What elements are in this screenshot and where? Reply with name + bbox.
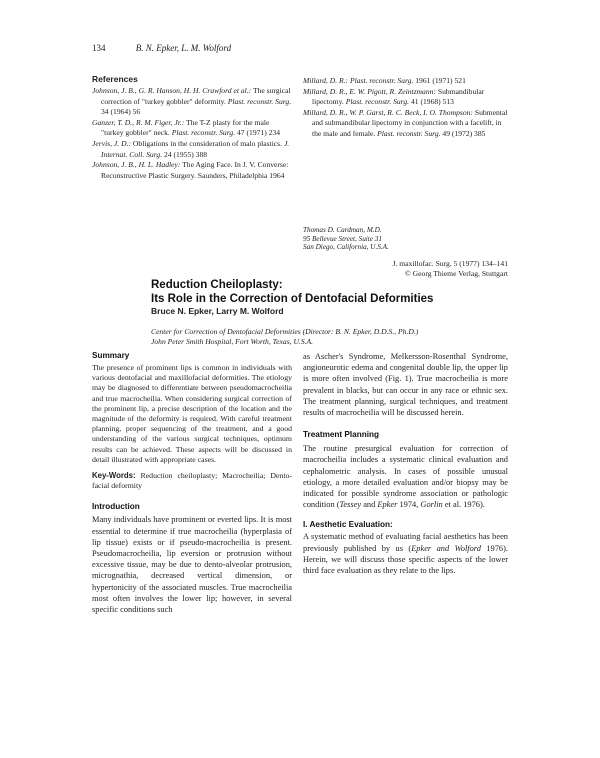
reference-journal: Plast. reconstr. Surg. xyxy=(171,128,236,138)
running-head xyxy=(92,43,231,53)
reference-journal: Plast. reconstr. Surg. xyxy=(349,76,414,85)
reference-title: The Aging Face. In J. V. Converse: Reconstructive Plastic Surgery. Saunders, Philadelphia 1964 xyxy=(101,160,289,180)
title-line-2: Its Role in the Correction of Dentofacial Deformities xyxy=(151,293,434,305)
running-head-authors: B. N. Epker, L. M. Wolford xyxy=(135,43,232,53)
aesthetic-evaluation-text xyxy=(303,531,508,576)
keywords-text: Reduction cheiloplasty; Macrocheilia; Dento-facial deformity xyxy=(92,471,292,491)
reference-cite: 47 (1971) 234 xyxy=(237,128,281,138)
summary-text: The presence of prominent lips is common in individuals with various dentofacial and maxillofacial deformities. The etiology may be diagnosed to differentiate between pseudomacrocheilia and true macrocheilia. When considering surgical correction of the prominent lip, a precise description of the location and the magnitude of the deformity is required. With careful treatment planning, proper sequencing of the treatment, and a good understanding of the various surgical techniques, optimum results can be achieved. These aspects will be discussed in detail illustrated with appropriate cases. xyxy=(92,363,292,464)
reference-cite: 34 (1964) 56 xyxy=(101,107,141,117)
article-authors: Bruce N. Epker, Larry M. Wolford xyxy=(151,306,284,316)
reference-author: Millard, D. R.: xyxy=(303,76,349,85)
introduction-heading: Introduction xyxy=(92,502,140,512)
keywords-label: Key-Words: xyxy=(92,471,136,481)
continuation-text: as Ascher's Syndrome, Melkersson-Rosenthal Syndrome, angioneurotic edema and congenital double lip, the upper lip is more often involved (Fig. 1). True macrocheilia is more prevalent in blacks, but can occur in any race or ethnic sex. The treatment planning, surgical techniques, and treatment results of macrocheilia will be discussed herein. xyxy=(303,352,508,418)
references-left-column xyxy=(92,86,292,181)
reference-entry xyxy=(92,86,292,118)
introduction-text: Many individuals have prominent or everted lips. It is most essential to determine if true macrocheilia (hyperplasia of lip tissue) exists or if pseudo-macrocheilia is present. Pseudomacrocheilia, lip eversion or protrusion without excessive tissue, may be due to dento-alveolar protrusion, micrognathia, decreased vertical dimension, or hypertonicity of the associated muscles. True macrocheilia most often involves the lower lip; however, in several specific conditions such xyxy=(92,515,292,615)
treatment-planning-text xyxy=(303,443,508,510)
reference-entry xyxy=(92,118,292,139)
treatment-planning-heading: Treatment Planning xyxy=(303,430,379,440)
address-line: Thomas D. Cardman, M.D. xyxy=(303,226,382,234)
text-span: et al. 1976). xyxy=(442,500,485,510)
affiliation-line-1: Center for Correction of Dentofacial Deformities (Director: B. N. Epker, D.D.S., Ph.D.) xyxy=(151,327,419,336)
reference-entry xyxy=(303,87,508,108)
right-body-column xyxy=(303,351,508,576)
article-affiliation xyxy=(151,327,511,347)
reference-entry xyxy=(303,108,508,140)
reference-title: Submandibular lipectomy. xyxy=(312,86,485,107)
reference-journal: Plast. reconstr. Surg. xyxy=(377,128,441,138)
address-line: 95 Bellevue Street, Suite 31 xyxy=(303,234,382,243)
affiliation-line-2: John Peter Smith Hospital, Fort Worth, Texas, U.S.A. xyxy=(151,337,314,346)
reference-title: Submental and submandibular lipectomy in conjunction with a facelift, in the male and female. xyxy=(312,107,508,138)
reference-journal: Plast. reconstr. Surg. xyxy=(345,97,410,107)
article-title xyxy=(151,278,511,306)
text-span: A systematic method of evaluating facial aesthetics has been previously published by us ( xyxy=(303,532,508,553)
page-number: 134 xyxy=(92,43,106,53)
reference-title: The T-Z plasty for the male "turkey gobbler" neck. xyxy=(101,117,270,138)
reference-title: The surgical correction of "turkey gobbler" deformity. xyxy=(101,86,291,106)
left-body-column xyxy=(92,351,292,615)
reference-author: Millard, D. R., W. P. Garst, R. C. Beck, I. O. Thompson: xyxy=(303,107,473,117)
reference-author: Johnson, J. B., G. R. Hanson, H. H. Crawford et al.: xyxy=(92,86,252,95)
citation-author: Tessey xyxy=(339,500,362,510)
journal-info xyxy=(380,259,508,279)
reference-author: Millard, D. R., E. W. Pigott, R. Zeintzmann: xyxy=(303,86,436,96)
title-line-1: Reduction Cheiloplasty: xyxy=(151,279,283,291)
publisher-copyright: © Georg Thieme Verlag, Stuttgart xyxy=(405,269,508,278)
correspondence-address xyxy=(303,226,389,252)
reference-author: Johnson, J. B., H. L. Hadley: xyxy=(92,160,181,170)
text-span: and xyxy=(361,500,378,510)
text-span: 1974, xyxy=(397,500,421,510)
text-span: 1976). Herein, we will discuss those specific aspects of the lower third face evaluation as they relate to the lips. xyxy=(303,543,508,576)
summary-heading: Summary xyxy=(92,351,130,360)
aesthetic-evaluation-heading: I. Aesthetic Evaluation: xyxy=(303,520,393,530)
reference-cite: 41 (1968) 513 xyxy=(410,97,454,107)
journal-citation: J. maxillofac. Surg. 5 (1977) 134–141 xyxy=(392,259,508,268)
reference-entry xyxy=(303,76,508,87)
reference-title: Obligations in the consideration of malo plastics. xyxy=(132,138,283,148)
reference-journal: Plast. reconstr. Surg. xyxy=(227,96,292,106)
reference-cite: 49 (1972) 385 xyxy=(442,128,486,138)
reference-cite: 24 (1955) 388 xyxy=(164,149,208,159)
citation-author: Gorlin xyxy=(420,500,443,510)
references-right-column xyxy=(303,76,508,140)
reference-journal: J. Internat. Coll. Surg. xyxy=(101,138,290,159)
address-line: San Diego, California, U.S.A. xyxy=(303,243,389,252)
keywords xyxy=(92,471,292,491)
citation-author: Epker and Wolford xyxy=(411,543,481,553)
reference-author: Ganzer, T. D., R. M. Figer, Jr.: xyxy=(92,117,185,127)
citation-author: Epker xyxy=(377,500,398,510)
reference-cite: 1961 (1971) 521 xyxy=(415,76,466,85)
reference-entry xyxy=(92,139,292,160)
text-span: The routine presurgical evaluation for correction of macrocheilia includes a systematic clinical evaluation and cephalometric analysis. In cases of possible unusual etiology, a more detailed evaluation and/or biopsy may be indicated for possible syndrome association or pathologic condition ( xyxy=(303,444,508,510)
references-heading: References xyxy=(92,74,138,84)
reference-entry xyxy=(92,160,292,181)
reference-author: Jervis, J. D.: xyxy=(92,138,132,148)
